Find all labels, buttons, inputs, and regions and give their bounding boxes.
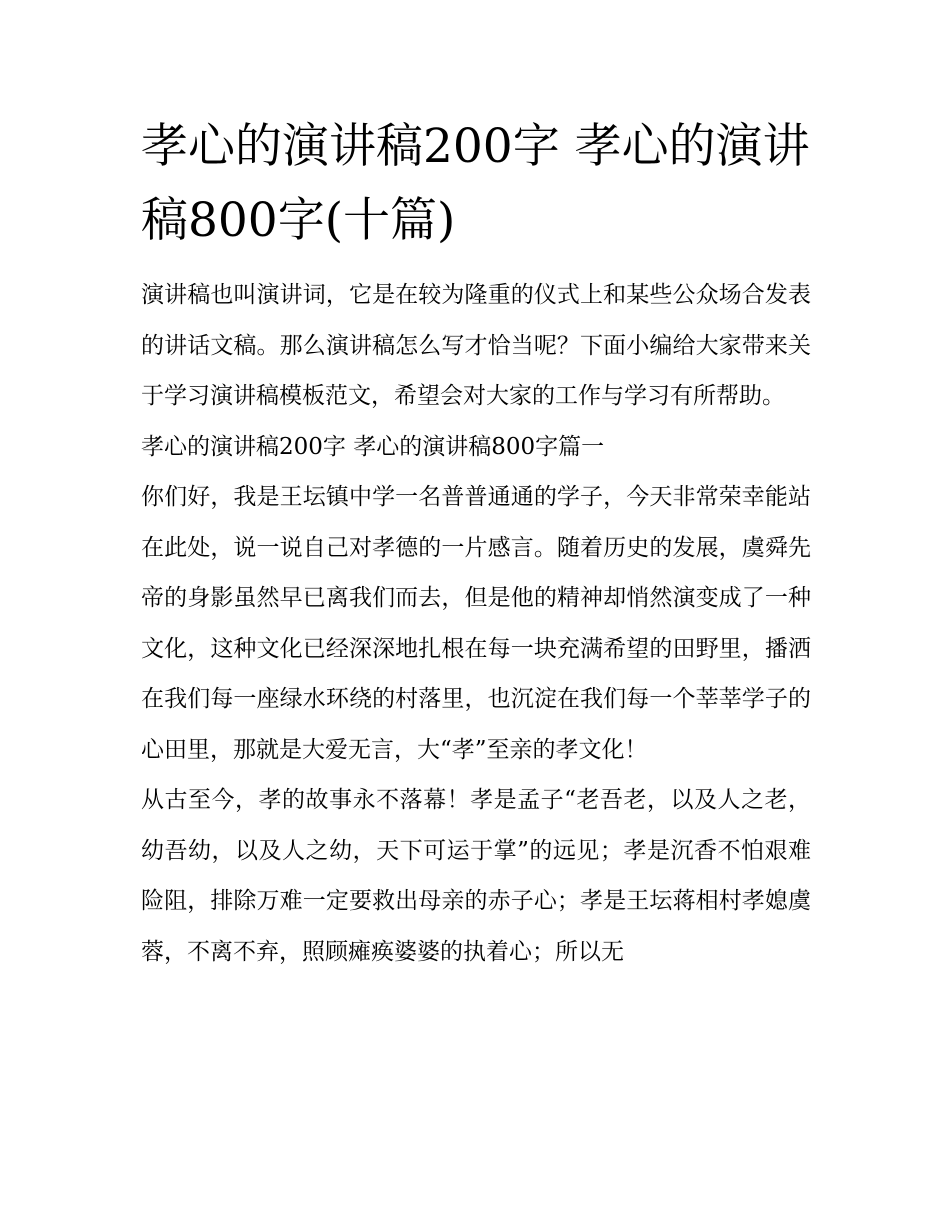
body-paragraph: 从古至今，孝的故事永不落幕！孝是孟子“老吾老，以及人之老，幼吾幼，以及人之幼，天下可运于掌”的远见；孝是沉香不怕艰难险阻，排除万难一定要救出母亲的赤子心；孝是王坛蒋相村孝媳虞蓉，不离不弃，照顾瘫痪婆婆的执着心；所以无 <box>141 787 811 965</box>
document-title: 孝心的演讲稿200字 孝心的演讲稿800字(十篇) <box>141 119 810 248</box>
document-content <box>141 110 811 977</box>
section-heading: 孝心的演讲稿200字 孝心的演讲稿800字篇一 <box>141 433 605 460</box>
document-body <box>141 270 811 977</box>
body-paragraph: 你们好，我是王坛镇中学一名普普通通的学子，今天非常荣幸能站在此处，说一说自己对孝德的一片感言。随着历史的发展，虞舜先帝的身影虽然早已离我们而去，但是他的精神却悄然演变成了一种文化，这种文化已经深深地扎根在每一块充满希望的田野里，播洒在我们每一座绿水环绕的村落里，也沉淀在我们每一个莘莘学子的心田里，那就是大爱无言，大“孝”至亲的孝文化！ <box>141 484 811 763</box>
intro-paragraph: 演讲稿也叫演讲词，它是在较为隆重的仪式上和某些公众场合发表的讲话文稿。那么演讲稿怎么写才恰当呢？下面小编给大家带来关于学习演讲稿模板范文，希望会对大家的工作与学习有所帮助。 <box>141 282 811 409</box>
